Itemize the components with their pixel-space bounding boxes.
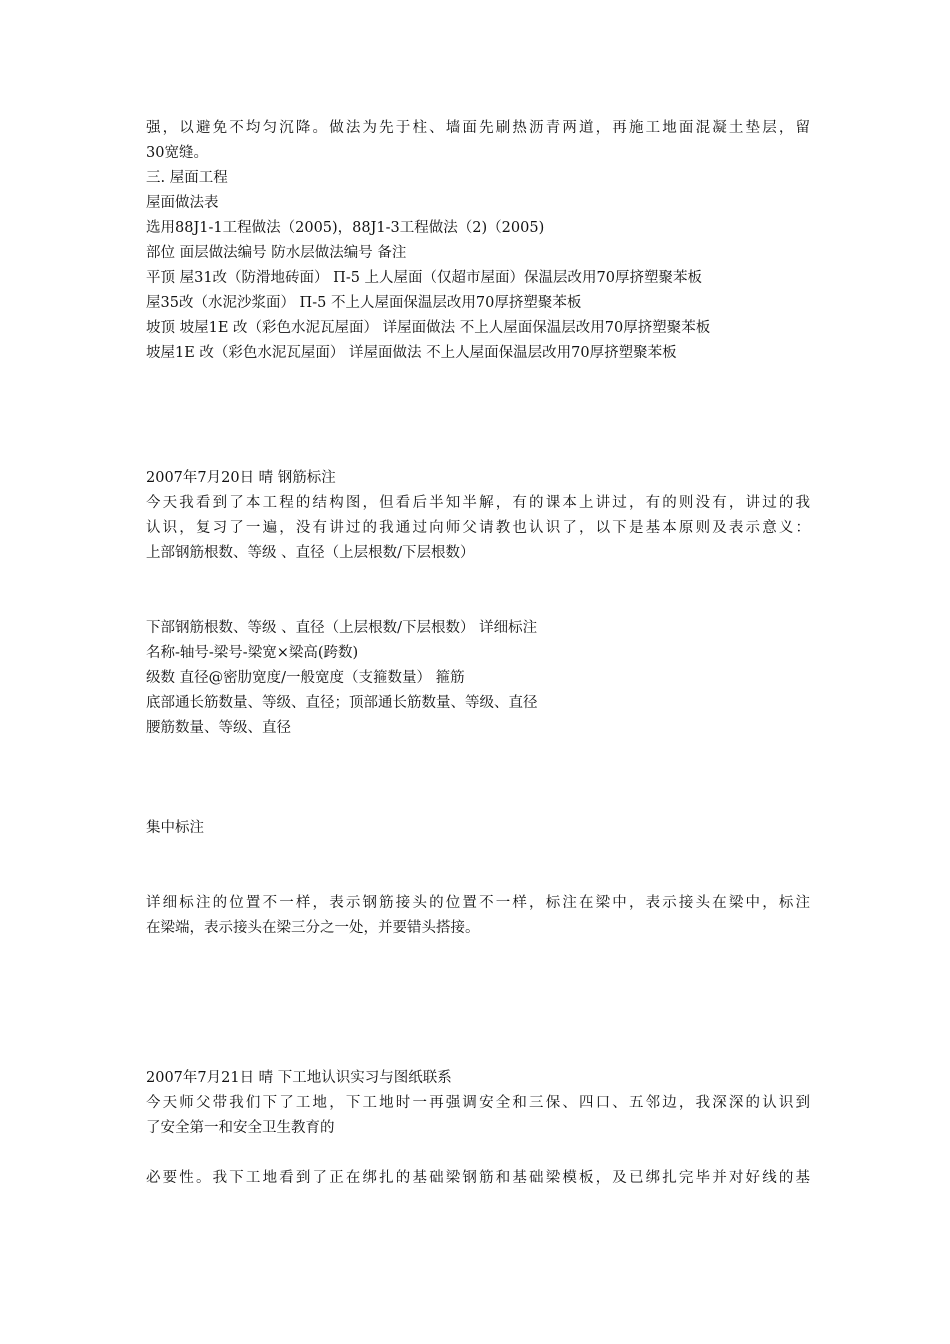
text-line: 底部通长筋数量、等级、直径；顶部通长筋数量、等级、直径 bbox=[146, 695, 538, 711]
text-line: 今天师父带我们下了工地，下工地时一再强调安全和三保、四口、五邻边，我深深的认识到 bbox=[146, 1095, 810, 1111]
document-page bbox=[146, 116, 810, 1191]
section-heading: 三. 屋面工程 bbox=[146, 170, 228, 186]
blank-space bbox=[146, 1141, 810, 1166]
text-line: 集中标注 bbox=[146, 820, 204, 836]
blank-space bbox=[146, 366, 810, 466]
text-line: 了安全第一和安全卫生教育的 bbox=[146, 1120, 335, 1136]
text-line: 30宽缝。 bbox=[146, 145, 208, 161]
text-line: 详细标注的位置不一样，表示钢筋接头的位置不一样，标注在梁中，表示接头在梁中，标注 bbox=[146, 895, 810, 911]
blank-space bbox=[146, 941, 810, 1066]
table-header: 部位 面层做法编号 防水层做法编号 备注 bbox=[146, 245, 407, 261]
text-line: 在梁端，表示接头在梁三分之一处，并要错头搭接。 bbox=[146, 920, 480, 936]
diary-entry-heading: 2007年7月21日 晴 下工地认识实习与图纸联系 bbox=[146, 1070, 452, 1086]
blank-space bbox=[146, 566, 810, 616]
text-line: 名称-轴号-梁号-梁宽×梁高(跨数) bbox=[146, 645, 359, 661]
table-row: 坡屋1E 改（彩色水泥瓦屋面） 详屋面做法 不上人屋面保温层改用70厚挤塑聚苯板 bbox=[146, 345, 677, 361]
text-line: 级数 直径@密肋宽度/一般宽度（支箍数量） 箍筋 bbox=[146, 670, 465, 686]
text-line: 认识，复习了一遍，没有讲过的我通过向师父请教也认识了，以下是基本原则及表示意义： bbox=[146, 520, 810, 536]
text-line: 下部钢筋根数、等级 、直径（上层根数/下层根数） 详细标注 bbox=[146, 620, 538, 636]
text-line: 上部钢筋根数、等级 、直径（上层根数/下层根数） bbox=[146, 545, 475, 561]
table-title: 屋面做法表 bbox=[146, 195, 219, 211]
text-line: 强，以避免不均匀沉降。做法为先于柱、墙面先刷热沥青两道，再施工地面混凝土垫层，留 bbox=[146, 120, 810, 136]
text-line: 腰筋数量、等级、直径 bbox=[146, 720, 291, 736]
table-row: 平顶 屋31改（防滑地砖面） Π-5 上人屋面（仅超市屋面）保温层改用70厚挤塑聚苯板 bbox=[146, 270, 702, 286]
blank-space bbox=[146, 841, 810, 891]
table-row: 坡顶 坡屋1E 改（彩色水泥瓦屋面） 详屋面做法 不上人屋面保温层改用70厚挤塑聚苯板 bbox=[146, 320, 711, 336]
blank-space bbox=[146, 741, 810, 816]
text-line: 选用88J1-1工程做法（2005)，88J1-3工程做法（2)（2005) bbox=[146, 220, 545, 236]
diary-entry-heading: 2007年7月20日 晴 钢筋标注 bbox=[146, 470, 336, 486]
text-line: 今天我看到了本工程的结构图，但看后半知半解，有的课本上讲过，有的则没有，讲过的我 bbox=[146, 495, 810, 511]
table-row: 屋35改（水泥沙浆面） Π-5 不上人屋面保温层改用70厚挤塑聚苯板 bbox=[146, 295, 582, 311]
text-line: 必要性。我下工地看到了正在绑扎的基础梁钢筋和基础梁模板，及已绑扎完毕并对好线的基 bbox=[146, 1170, 810, 1186]
